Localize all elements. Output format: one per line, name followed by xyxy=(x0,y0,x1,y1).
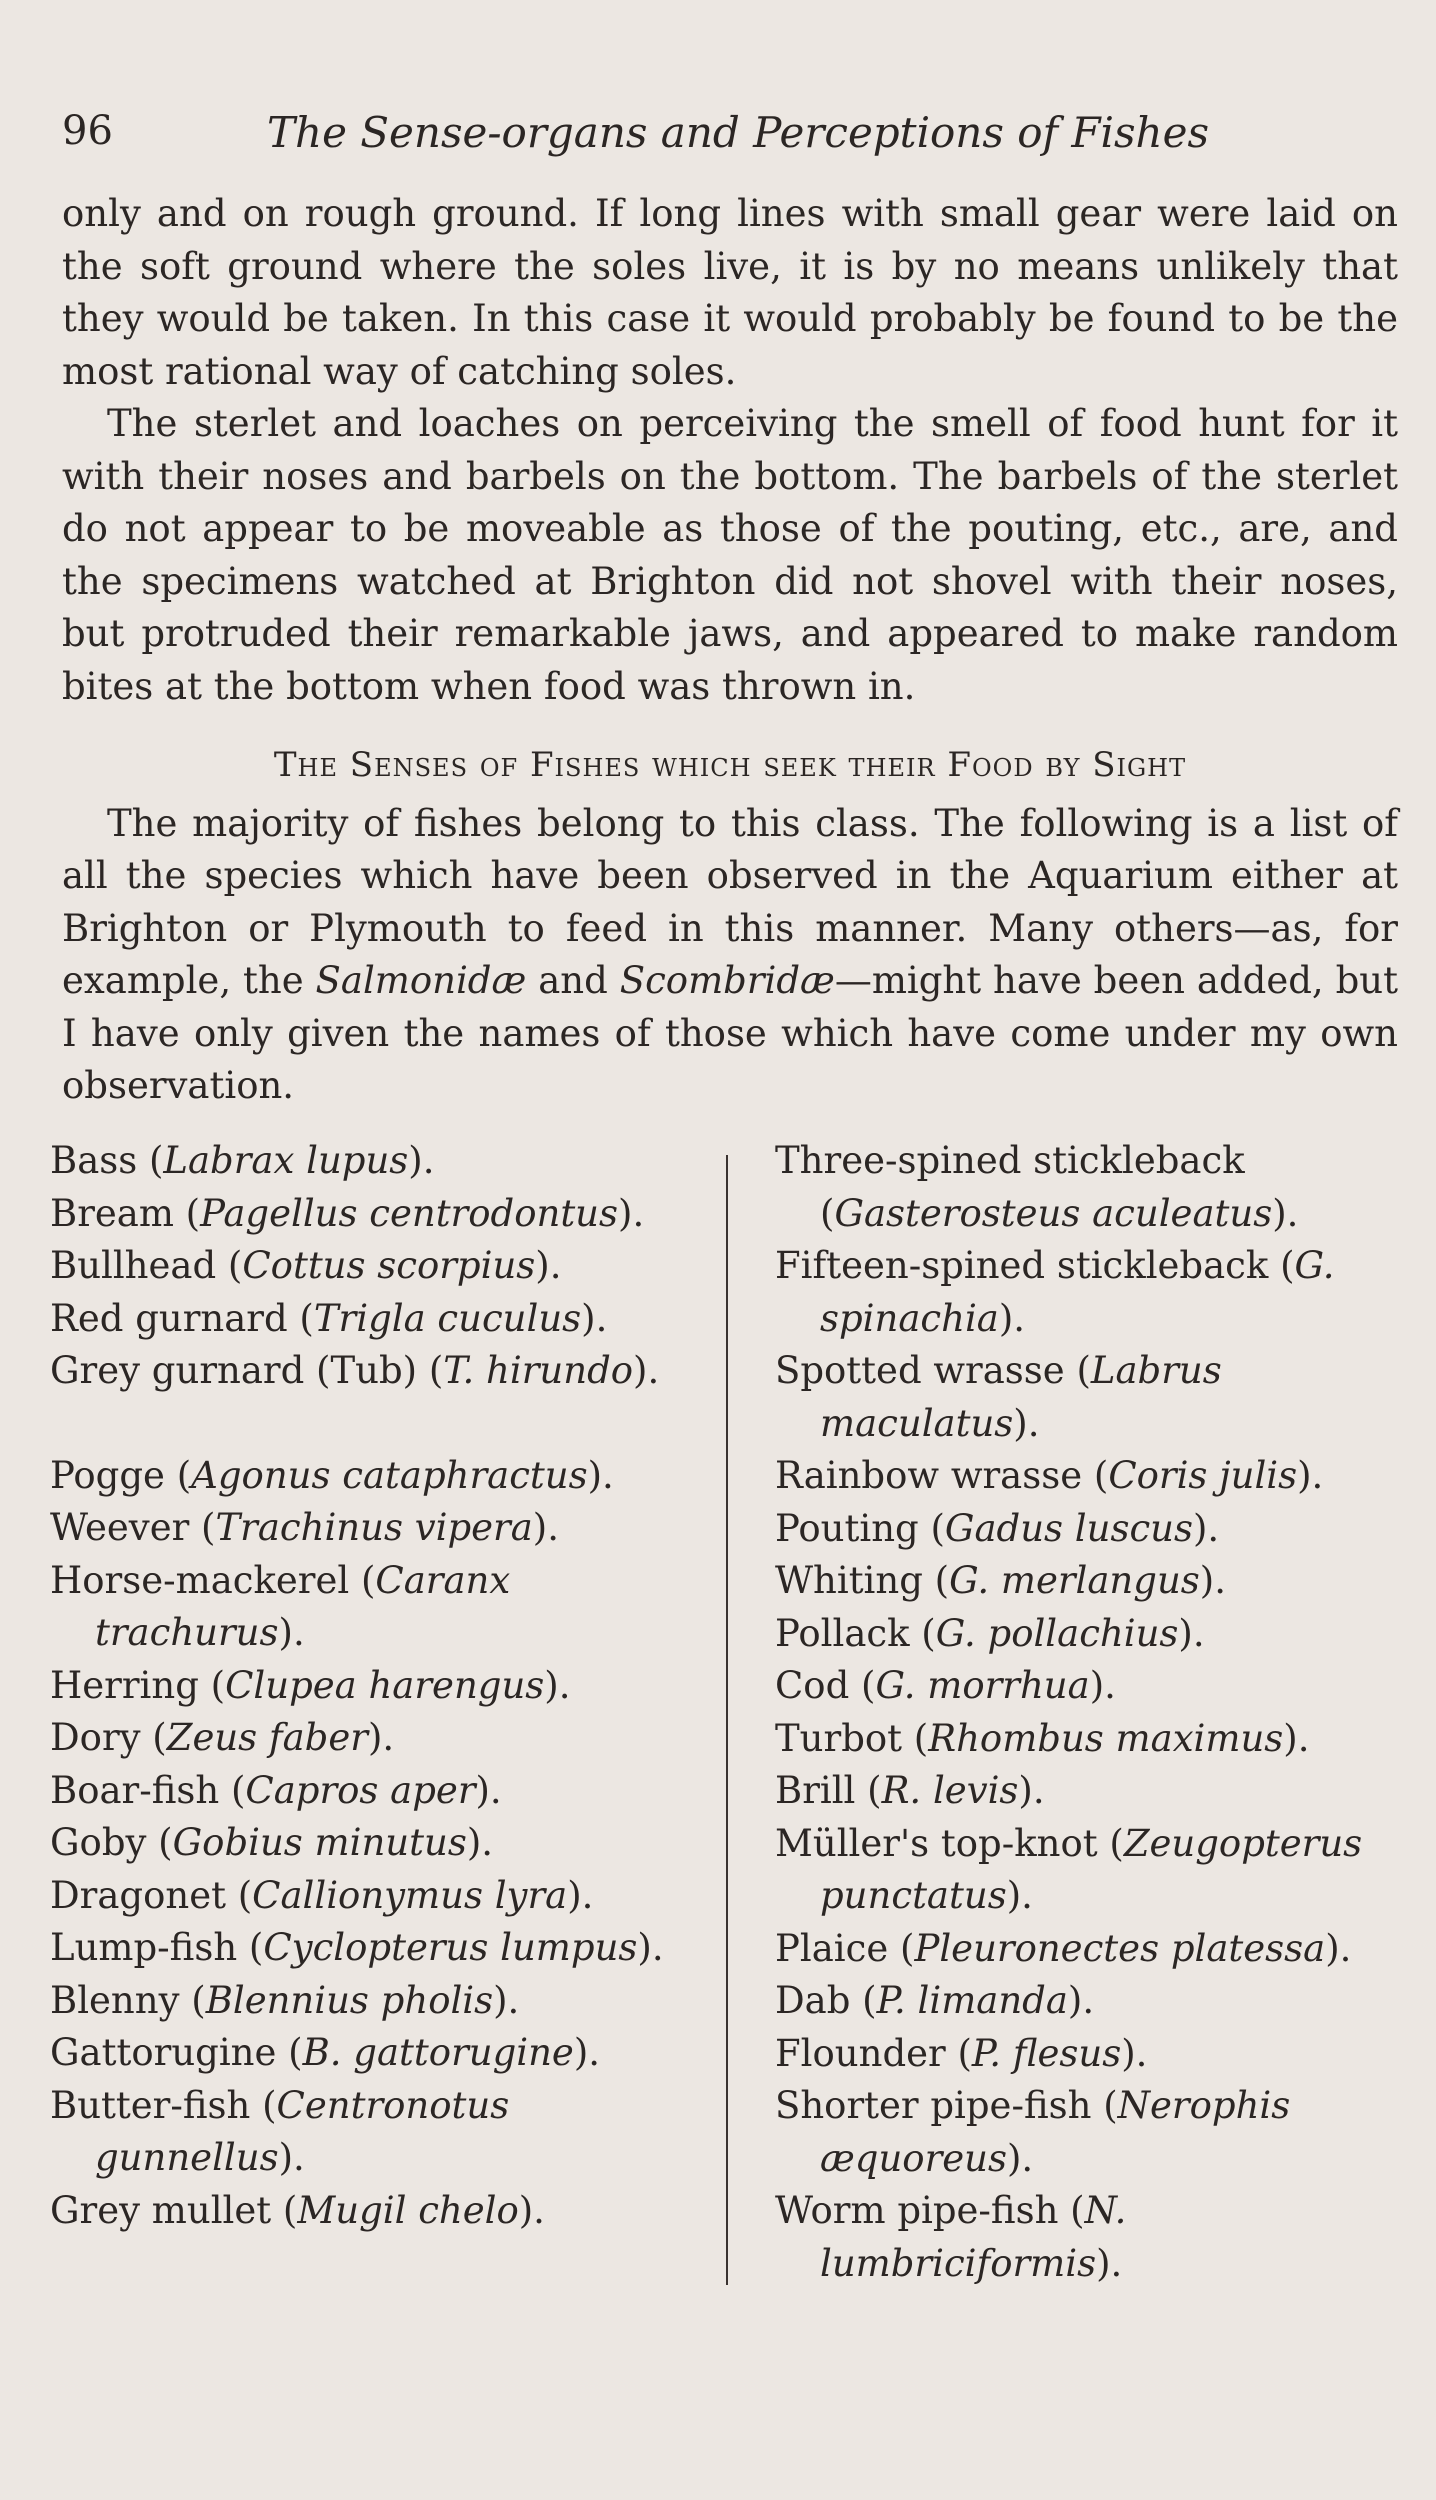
common-name: Lump-fish ( xyxy=(50,1926,264,1969)
common-name: Plaice ( xyxy=(775,1926,915,1970)
running-title: The Sense-organs and Perceptions of Fishes xyxy=(267,108,1210,157)
common-name: Rainbow wrasse ( xyxy=(775,1454,1109,1497)
latin-name: Cyclopterus lumpus xyxy=(263,1926,638,1969)
species-entry: Brill (R. levis). xyxy=(775,1769,1045,1812)
latin-name: Trigla cuculus xyxy=(313,1296,582,1340)
species-entry: Pouting (Gadus luscus). xyxy=(775,1506,1220,1550)
species-entry: Dragonet (Callionymus lyra). xyxy=(50,1873,594,1917)
latin-name: Agonus cataphractus xyxy=(191,1453,588,1497)
common-name: Pollack ( xyxy=(775,1611,936,1655)
common-name: Grey mullet ( xyxy=(50,2188,298,2232)
common-name: Shorter pipe-fish ( xyxy=(775,2084,1118,2127)
species-entry: Plaice (Pleuronectes platessa). xyxy=(775,1926,1352,1970)
common-name: Bullhead ( xyxy=(50,1244,243,1287)
latin-name: Labrus maculatus xyxy=(820,1349,1222,1445)
common-name: Müller's top-knot ( xyxy=(775,1821,1124,1865)
common-name: Bream ( xyxy=(50,1191,201,1235)
latin-name: R. levis xyxy=(881,1769,1019,1812)
common-name: Pouting ( xyxy=(775,1506,945,1550)
latin-name: Coris julis xyxy=(1108,1454,1298,1497)
latin-name: Gadus luscus xyxy=(944,1506,1193,1550)
common-name: Red gurnard ( xyxy=(50,1296,314,1340)
body-text xyxy=(62,188,1398,1113)
common-name: Turbot ( xyxy=(775,1716,929,1760)
latin-name: Labrax lupus xyxy=(163,1139,409,1182)
species-entry: Dab (P. limanda). xyxy=(775,1979,1095,2022)
latin-name: Pleuronectes platessa xyxy=(914,1926,1326,1970)
common-name: Dory ( xyxy=(50,1716,167,1759)
latin-name: G. merlangus xyxy=(949,1559,1200,1602)
species-entry: Goby (Gobius minutus). xyxy=(50,1821,494,1864)
latin-name: Cottus scorpius xyxy=(242,1244,536,1287)
latin-name: N. lumbriciformis xyxy=(820,2189,1127,2285)
species-entry: Blenny (Blennius pholis). xyxy=(50,1978,520,2022)
species-entry: Bream (Pagellus centrodontus). xyxy=(50,1191,645,1235)
latin-name: G. spinachia xyxy=(820,1244,1335,1340)
taxon-name: Scombridæ xyxy=(619,959,835,1002)
species-entry: Flounder (P. flesus). xyxy=(775,2031,1148,2075)
species-entry: Shorter pipe-fish (Nerophis æquoreus). xyxy=(775,2084,1291,2180)
column-divider xyxy=(726,1155,728,2285)
common-name: Blenny ( xyxy=(50,1978,206,2022)
species-entry: Red gurnard (Trigla cuculus). xyxy=(50,1296,608,1340)
latin-name: P. limanda xyxy=(876,1979,1068,2022)
species-entry: Grey mullet (Mugil chelo). xyxy=(50,2188,545,2232)
latin-name: Capros aper xyxy=(245,1768,476,1812)
latin-name: Clupea harengus xyxy=(225,1663,545,1707)
common-name: Brill ( xyxy=(775,1769,882,1812)
common-name: Weever ( xyxy=(50,1506,216,1549)
paragraph: only and on rough ground. If long lines with small gear were laid on the soft ground where the soles live, it is by no means unlikely that they would be taken. In this case it would probably be found to be the most rational way of catching soles. xyxy=(62,192,1398,393)
species-entry: Butter-fish (Centronotus gunnellus). xyxy=(50,2083,510,2179)
latin-name: T. hirundo xyxy=(443,1349,634,1392)
species-entry: Horse-mackerel (Caranx trachurus). xyxy=(50,1558,511,1654)
common-name: Whiting ( xyxy=(775,1559,950,1602)
common-name: Three-spined stickleback ( xyxy=(775,1139,1245,1235)
latin-name: G. morrhua xyxy=(875,1664,1090,1707)
species-column-right xyxy=(775,1135,1400,2290)
species-entry: Pollack (G. pollachius). xyxy=(775,1611,1205,1655)
latin-name: Caranx trachurus xyxy=(95,1558,511,1654)
species-entry: Cod (G. morrhua). xyxy=(775,1664,1116,1707)
common-name: Dab ( xyxy=(775,1979,877,2022)
latin-name: Nerophis æquoreus xyxy=(820,2084,1291,2180)
common-name: Fifteen-spined stickleback ( xyxy=(775,1244,1295,1287)
species-entry: Turbot (Rhombus maximus). xyxy=(775,1716,1310,1760)
common-name: Boar-fish ( xyxy=(50,1768,246,1812)
species-entry: Three-spined stickleback (Gasterosteus aculeatus). xyxy=(775,1139,1299,1235)
species-entry: Fifteen-spined stickleback (G. spinachia). xyxy=(775,1244,1335,1340)
common-name: Cod ( xyxy=(775,1664,876,1707)
common-name: Bass ( xyxy=(50,1139,164,1182)
common-name: Horse-mackerel ( xyxy=(50,1558,376,1602)
species-column-left xyxy=(50,1135,710,2237)
common-name: Worm pipe-fish ( xyxy=(775,2189,1085,2232)
species-list xyxy=(50,1135,1390,2295)
latin-name: B. gattorugine xyxy=(302,2031,574,2074)
species-entry: Bullhead (Cottus scorpius). xyxy=(50,1244,562,1287)
species-entry: Boar-fish (Capros aper). xyxy=(50,1768,502,1812)
latin-name: Zeugopterus punctatus xyxy=(820,1821,1363,1917)
latin-name: P. flesus xyxy=(971,2031,1122,2075)
species-entry: Rainbow wrasse (Coris julis). xyxy=(775,1454,1324,1497)
latin-name: Callionymus lyra xyxy=(252,1873,568,1917)
common-name: Butter-fish ( xyxy=(50,2083,277,2127)
latin-name: Centronotus gunnellus xyxy=(95,2083,510,2179)
species-entry: Herring (Clupea harengus). xyxy=(50,1663,571,1707)
intro-text: and xyxy=(526,959,620,1002)
species-entry: Spotted wrasse (Labrus maculatus). xyxy=(775,1349,1222,1445)
latin-name: Mugil chelo xyxy=(297,2188,519,2232)
species-entry: Worm pipe-fish (N. lumbriciformis). xyxy=(775,2189,1127,2285)
intro-text: The majority of fishes belong to this class. The following is a list of all the species which have been observed in the Aquarium either at Brighton or Plymouth to feed in this manner. Many others—as, for example, the xyxy=(62,801,1398,1002)
common-name: Grey gurnard (Tub) ( xyxy=(50,1349,444,1392)
latin-name: Gasterosteus aculeatus xyxy=(834,1191,1273,1235)
common-name: Herring ( xyxy=(50,1663,226,1707)
latin-name: Zeus faber xyxy=(166,1716,368,1759)
latin-name: Gobius minutus xyxy=(172,1821,467,1864)
page-header xyxy=(62,108,1362,168)
common-name: Pogge ( xyxy=(50,1453,192,1497)
latin-name: Rhombus maximus xyxy=(928,1716,1284,1760)
species-entry: Weever (Trachinus vipera). xyxy=(50,1506,559,1549)
species-entry: Whiting (G. merlangus). xyxy=(775,1559,1226,1602)
species-entry: Lump-fish (Cyclopterus lumpus). xyxy=(50,1926,664,1969)
species-entry: Pogge (Agonus cataphractus). xyxy=(50,1453,614,1497)
latin-name: Pagellus centrodontus xyxy=(200,1191,619,1235)
species-entry: Gattorugine (B. gattorugine). xyxy=(50,2031,601,2074)
page-number: 96 xyxy=(62,108,113,154)
taxon-name: Salmonidæ xyxy=(315,959,527,1002)
species-entry: Müller's top-knot (Zeugopterus punctatus). xyxy=(775,1821,1363,1917)
paragraph: The sterlet and loaches on perceiving the smell of food hunt for it with their noses and barbels on the bottom. The barbels of the sterlet do not appear to be moveable as those of the pouting, etc., are, and the specimens watched at Brighton did not shovel with their noses, but protruded their remarkable jaws, and appeared to make random bites at the bottom when food was thrown in. xyxy=(62,402,1398,708)
latin-name: Blennius pholis xyxy=(205,1978,494,2022)
intro-text: —might have been added, but I have only given the names of those which have come under my own observation. xyxy=(62,959,1398,1107)
latin-name: Trachinus vipera xyxy=(215,1506,533,1549)
species-entry: Grey gurnard (Tub) (T. hirundo). xyxy=(50,1349,660,1392)
common-name: Goby ( xyxy=(50,1821,173,1864)
common-name: Dragonet ( xyxy=(50,1873,253,1917)
species-entry: Bass (Labrax lupus). xyxy=(50,1139,435,1182)
common-name: Spotted wrasse ( xyxy=(775,1349,1091,1392)
common-name: Flounder ( xyxy=(775,2031,972,2075)
latin-name: G. pollachius xyxy=(935,1611,1179,1655)
species-entry: Dory (Zeus faber). xyxy=(50,1716,395,1759)
common-name: Gattorugine ( xyxy=(50,2031,303,2074)
section-heading: The Senses of Fishes which seek their Food by Sight xyxy=(273,745,1187,785)
intro-paragraph xyxy=(62,798,1398,1113)
